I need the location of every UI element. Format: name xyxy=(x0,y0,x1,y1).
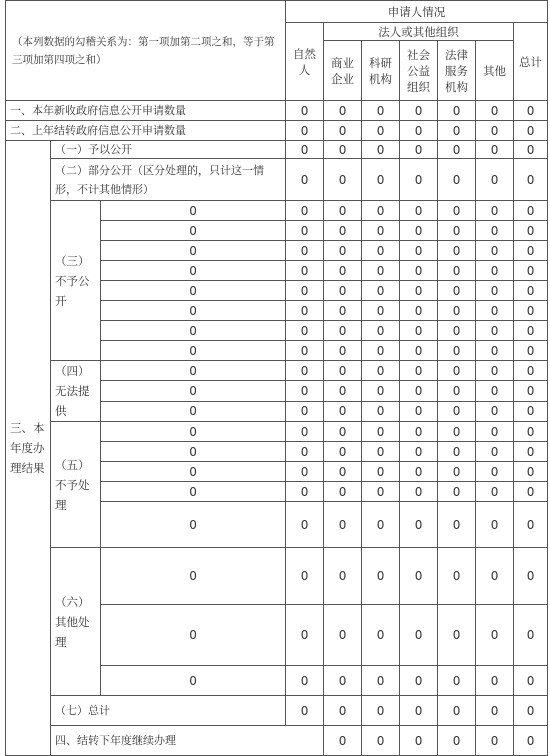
cell-natural-person: 0 xyxy=(286,159,324,201)
sub-item: 0 xyxy=(101,605,286,666)
cell-research: 0 xyxy=(362,281,400,301)
cell-total: 0 xyxy=(514,605,548,666)
group-label-not-disclosed: （三）不予公开 xyxy=(51,201,101,361)
cell-social-welfare: 0 xyxy=(400,101,438,121)
social-welfare-header: 社会公益组织 xyxy=(400,41,438,101)
cell-other: 0 xyxy=(476,201,514,221)
table-row xyxy=(6,159,548,201)
cell-social-welfare: 0 xyxy=(400,605,438,666)
cell-commercial: 0 xyxy=(324,281,362,301)
cell-total: 0 xyxy=(514,422,548,442)
table-row xyxy=(6,121,548,141)
sub-item: 0 xyxy=(101,341,286,361)
cell-other: 0 xyxy=(476,666,514,696)
cell-total: 0 xyxy=(514,301,548,321)
sub-item: 0 xyxy=(101,301,286,321)
sub-item: 0 xyxy=(101,482,286,502)
sub-item: 0 xyxy=(101,422,286,442)
cell-other: 0 xyxy=(476,696,514,726)
natural-person-header: 自然人 xyxy=(286,23,324,101)
sub-item: 0 xyxy=(101,502,286,548)
cell-natural-person: 0 xyxy=(286,401,324,421)
foi-statistics-table xyxy=(5,0,548,756)
section-3-label: 三、本年度办理结果 xyxy=(6,141,51,756)
cell-other: 0 xyxy=(476,381,514,401)
cell-legal-service: 0 xyxy=(438,442,476,462)
cell-total: 0 xyxy=(514,261,548,281)
cell-total: 0 xyxy=(514,401,548,421)
cell-total: 0 xyxy=(514,321,548,341)
cell-social-welfare: 0 xyxy=(400,482,438,502)
cell-research: 0 xyxy=(362,361,400,381)
cell-commercial: 0 xyxy=(324,361,362,381)
cell-total: 0 xyxy=(514,548,548,605)
cell-legal-service: 0 xyxy=(438,666,476,696)
cell-commercial: 0 xyxy=(324,502,362,548)
cell-legal-service: 0 xyxy=(438,361,476,381)
cell-commercial: 0 xyxy=(324,381,362,401)
cell-research: 0 xyxy=(362,201,400,221)
cell-other: 0 xyxy=(514,726,548,756)
cell-natural-person: 0 xyxy=(286,666,324,696)
cell-social-welfare: 0 xyxy=(400,381,438,401)
cell-natural-person: 0 xyxy=(286,101,324,121)
cell-research: 0 xyxy=(400,726,438,756)
table-row xyxy=(6,696,548,726)
cell-research: 0 xyxy=(362,422,400,442)
table-row xyxy=(6,201,548,221)
cell-research: 0 xyxy=(362,482,400,502)
cell-total: 0 xyxy=(514,361,548,381)
cell-commercial: 0 xyxy=(324,605,362,666)
cell-commercial: 0 xyxy=(324,121,362,141)
cell-research: 0 xyxy=(362,101,400,121)
cell-natural-person: 0 xyxy=(286,502,324,548)
cell-commercial: 0 xyxy=(324,301,362,321)
cell-legal-service: 0 xyxy=(438,696,476,726)
cell-commercial: 0 xyxy=(324,241,362,261)
cell-total: 0 xyxy=(514,442,548,462)
cell-legal-service: 0 xyxy=(438,141,476,159)
cell-social-welfare: 0 xyxy=(400,666,438,696)
cell-research: 0 xyxy=(362,301,400,321)
cell-legal-service: 0 xyxy=(438,159,476,201)
sub-item: 0 xyxy=(101,442,286,462)
cell-other: 0 xyxy=(476,548,514,605)
cell-other: 0 xyxy=(476,281,514,301)
cell-natural-person: 0 xyxy=(286,696,324,726)
cell-other: 0 xyxy=(476,261,514,281)
cell-research: 0 xyxy=(362,442,400,462)
legal-person-group-header: 法人或其他组织 xyxy=(324,23,514,41)
cell-other: 0 xyxy=(476,241,514,261)
cell-total: 0 xyxy=(514,159,548,201)
cell-legal-service: 0 xyxy=(438,462,476,482)
cell-social-welfare: 0 xyxy=(400,141,438,159)
row-label: 二、上年结转政府信息公开申请数量 xyxy=(6,121,286,141)
cell-legal-service: 0 xyxy=(438,101,476,121)
cell-legal-service: 0 xyxy=(438,301,476,321)
cell-total: 0 xyxy=(514,502,548,548)
cell-natural-person: 0 xyxy=(286,121,324,141)
cell-other: 0 xyxy=(476,422,514,442)
cell-commercial: 0 xyxy=(324,462,362,482)
cell-social-welfare: 0 xyxy=(400,696,438,726)
cell-natural-person: 0 xyxy=(286,462,324,482)
cell-legal-service: 0 xyxy=(438,548,476,605)
cell-commercial: 0 xyxy=(324,696,362,726)
cell-commercial: 0 xyxy=(324,321,362,341)
cell-legal-service: 0 xyxy=(438,321,476,341)
cell-natural-person: 0 xyxy=(324,726,362,756)
cell-social-welfare: 0 xyxy=(400,201,438,221)
sub-item: 0 xyxy=(101,261,286,281)
cell-other: 0 xyxy=(476,101,514,121)
cell-legal-service: 0 xyxy=(438,121,476,141)
cell-natural-person: 0 xyxy=(286,548,324,605)
sub-item: 0 xyxy=(101,281,286,301)
cell-commercial: 0 xyxy=(324,341,362,361)
cell-other: 0 xyxy=(476,159,514,201)
cell-research: 0 xyxy=(362,241,400,261)
cell-natural-person: 0 xyxy=(286,442,324,462)
cell-legal-service: 0 xyxy=(438,261,476,281)
sub-item: 0 xyxy=(101,548,286,605)
cell-total: 0 xyxy=(514,121,548,141)
cell-natural-person: 0 xyxy=(286,281,324,301)
cell-social-welfare: 0 xyxy=(400,159,438,201)
cell-research: 0 xyxy=(362,261,400,281)
cell-commercial: 0 xyxy=(324,666,362,696)
cell-research: 0 xyxy=(362,221,400,241)
group-label-other-processing: （六）其他处理 xyxy=(51,548,101,696)
cell-other: 0 xyxy=(476,401,514,421)
cell-total: 0 xyxy=(514,696,548,726)
cell-research: 0 xyxy=(362,666,400,696)
table-row xyxy=(6,548,548,605)
cell-total: 0 xyxy=(514,281,548,301)
cell-commercial: 0 xyxy=(324,401,362,421)
cell-social-welfare: 0 xyxy=(400,121,438,141)
table-row xyxy=(6,361,548,381)
cell-natural-person: 0 xyxy=(286,381,324,401)
cell-natural-person: 0 xyxy=(286,301,324,321)
total-header: 总计 xyxy=(514,23,548,101)
header-note: （本列数据的勾稽关系为：第一项加第二项之和，等于第三项加第四项之和） xyxy=(6,1,286,101)
cell-legal-service: 0 xyxy=(438,605,476,666)
cell-research: 0 xyxy=(362,341,400,361)
cell-natural-person: 0 xyxy=(286,361,324,381)
cell-other: 0 xyxy=(476,141,514,159)
cell-other: 0 xyxy=(476,361,514,381)
cell-total: 0 xyxy=(514,141,548,159)
table-row xyxy=(6,141,548,159)
cell-social-welfare: 0 xyxy=(400,361,438,381)
cell-other: 0 xyxy=(476,605,514,666)
cell-legal-service: 0 xyxy=(438,422,476,442)
cell-natural-person: 0 xyxy=(286,321,324,341)
table-row xyxy=(6,422,548,442)
cell-commercial: 0 xyxy=(324,482,362,502)
cell-other: 0 xyxy=(476,321,514,341)
other-header: 其他 xyxy=(476,41,514,101)
cell-research: 0 xyxy=(362,141,400,159)
cell-total: 0 xyxy=(514,221,548,241)
sub-item: 0 xyxy=(101,401,286,421)
sub-item: 0 xyxy=(101,201,286,221)
cell-total: 0 xyxy=(514,666,548,696)
cell-research: 0 xyxy=(362,121,400,141)
row-label: （二）部分公开（区分处理的，只计这一情形，不计其他情形） xyxy=(51,159,286,201)
cell-commercial: 0 xyxy=(324,422,362,442)
cell-legal-service: 0 xyxy=(438,381,476,401)
cell-social-welfare: 0 xyxy=(400,462,438,482)
sub-item: 0 xyxy=(101,321,286,341)
sub-item: 0 xyxy=(101,462,286,482)
cell-research: 0 xyxy=(362,548,400,605)
cell-legal-service: 0 xyxy=(476,726,514,756)
cell-social-welfare: 0 xyxy=(400,301,438,321)
cell-social-welfare: 0 xyxy=(400,422,438,442)
cell-social-welfare: 0 xyxy=(400,548,438,605)
cell-other: 0 xyxy=(476,442,514,462)
row-label: 一、本年新收政府信息公开申请数量 xyxy=(6,101,286,121)
sub-item: 0 xyxy=(101,361,286,381)
cell-natural-person: 0 xyxy=(286,141,324,159)
cell-social-welfare: 0 xyxy=(400,341,438,361)
cell-research: 0 xyxy=(362,605,400,666)
cell-commercial: 0 xyxy=(324,159,362,201)
group-label-not-processed: （五）不予处理 xyxy=(51,422,101,548)
cell-commercial: 0 xyxy=(362,726,400,756)
cell-total: 0 xyxy=(514,341,548,361)
cell-commercial: 0 xyxy=(324,548,362,605)
cell-other: 0 xyxy=(476,462,514,482)
cell-research: 0 xyxy=(362,401,400,421)
cell-natural-person: 0 xyxy=(286,482,324,502)
cell-legal-service: 0 xyxy=(438,241,476,261)
cell-natural-person: 0 xyxy=(286,221,324,241)
cell-research: 0 xyxy=(362,502,400,548)
legal-service-header: 法律服务机构 xyxy=(438,41,476,101)
cell-social-welfare: 0 xyxy=(400,401,438,421)
table-row xyxy=(6,101,548,121)
cell-social-welfare: 0 xyxy=(400,261,438,281)
group-label-unable-to-provide: （四）无法提供 xyxy=(51,361,101,422)
cell-social-welfare: 0 xyxy=(400,442,438,462)
row-label: （七）总计 xyxy=(51,696,286,726)
cell-legal-service: 0 xyxy=(438,281,476,301)
sub-item: 0 xyxy=(101,241,286,261)
cell-other: 0 xyxy=(476,502,514,548)
cell-research: 0 xyxy=(362,321,400,341)
cell-research: 0 xyxy=(362,381,400,401)
cell-research: 0 xyxy=(362,696,400,726)
cell-other: 0 xyxy=(476,121,514,141)
cell-total: 0 xyxy=(514,482,548,502)
cell-legal-service: 0 xyxy=(438,201,476,221)
cell-total: 0 xyxy=(514,381,548,401)
cell-natural-person: 0 xyxy=(286,201,324,221)
sub-item: 0 xyxy=(101,381,286,401)
sub-item: 0 xyxy=(101,221,286,241)
cell-social-welfare: 0 xyxy=(400,321,438,341)
cell-natural-person: 0 xyxy=(286,261,324,281)
cell-other: 0 xyxy=(476,301,514,321)
row-label: （一）予以公开 xyxy=(51,141,286,159)
cell-natural-person: 0 xyxy=(286,341,324,361)
cell-total: 0 xyxy=(514,201,548,221)
commercial-header: 商业企业 xyxy=(324,41,362,101)
cell-legal-service: 0 xyxy=(438,341,476,361)
cell-other: 0 xyxy=(476,482,514,502)
row-label: 四、结转下年度继续办理 xyxy=(51,726,324,756)
cell-social-welfare: 0 xyxy=(400,502,438,548)
cell-commercial: 0 xyxy=(324,442,362,462)
cell-total: 0 xyxy=(514,462,548,482)
applicant-header: 申请人情况 xyxy=(286,1,548,23)
cell-total: 0 xyxy=(514,241,548,261)
cell-commercial: 0 xyxy=(324,221,362,241)
cell-research: 0 xyxy=(362,159,400,201)
cell-legal-service: 0 xyxy=(438,221,476,241)
cell-commercial: 0 xyxy=(324,201,362,221)
cell-social-welfare: 0 xyxy=(400,241,438,261)
sub-item: 0 xyxy=(101,666,286,696)
cell-commercial: 0 xyxy=(324,261,362,281)
cell-research: 0 xyxy=(362,462,400,482)
cell-natural-person: 0 xyxy=(286,422,324,442)
cell-social-welfare: 0 xyxy=(400,281,438,301)
cell-natural-person: 0 xyxy=(286,241,324,261)
cell-total: 0 xyxy=(514,101,548,121)
cell-legal-service: 0 xyxy=(438,482,476,502)
cell-other: 0 xyxy=(476,221,514,241)
cell-commercial: 0 xyxy=(324,141,362,159)
cell-commercial: 0 xyxy=(324,101,362,121)
table-row xyxy=(6,726,548,756)
cell-legal-service: 0 xyxy=(438,401,476,421)
cell-social-welfare: 0 xyxy=(438,726,476,756)
cell-other: 0 xyxy=(476,341,514,361)
cell-legal-service: 0 xyxy=(438,502,476,548)
cell-natural-person: 0 xyxy=(286,605,324,666)
cell-social-welfare: 0 xyxy=(400,221,438,241)
research-header: 科研机构 xyxy=(362,41,400,101)
